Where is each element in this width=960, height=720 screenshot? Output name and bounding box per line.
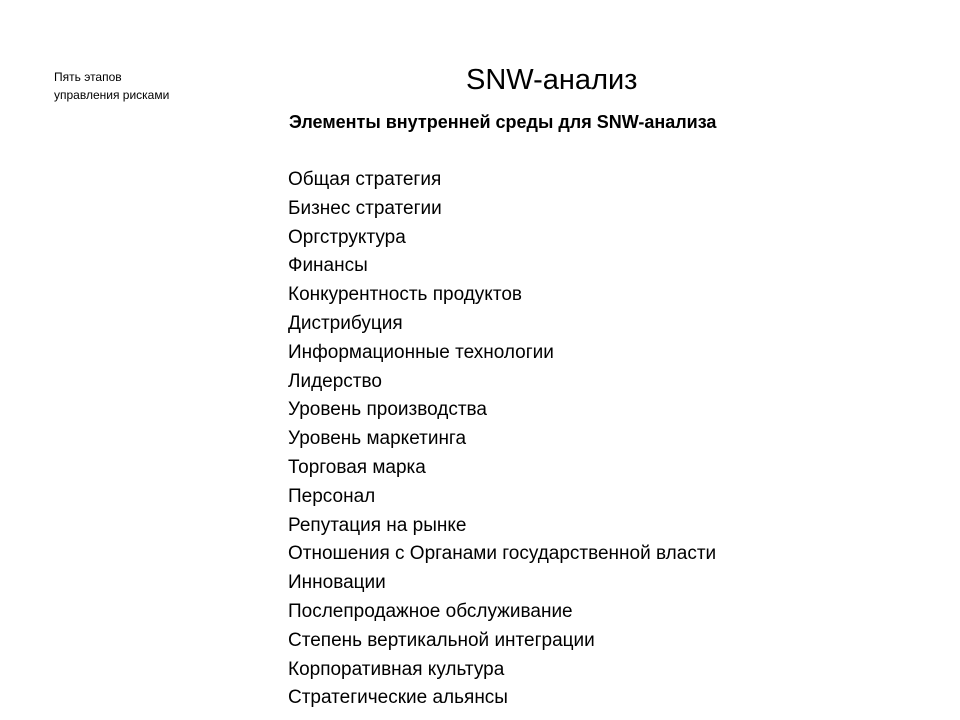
list-item: Инновации [288, 572, 386, 594]
list-item: Уровень маркетинга [288, 428, 467, 450]
section-caption-line-1: Пять этапов [54, 70, 122, 84]
list-item: Финансы [288, 255, 368, 277]
slide-title: SNW-анализ [466, 64, 638, 96]
list-item: Отношения с Органами государственной власти [288, 543, 717, 565]
section-caption-line-2: управления рисками [54, 88, 170, 102]
list-item: Торговая марка [288, 456, 426, 478]
list-item: Конкурентность продуктов [288, 284, 522, 306]
internal-environment-elements-list [288, 166, 716, 713]
list-item: Степень вертикальной интеграции [288, 629, 595, 651]
list-item: Персонал [288, 485, 376, 507]
list-item: Послепродажное обслуживание [288, 600, 573, 622]
list-item: Дистрибуция [288, 312, 403, 334]
list-item: Общая стратегия [288, 169, 442, 190]
list-item: Бизнес стратегии [288, 197, 442, 219]
section-caption [54, 68, 254, 104]
list-item: Корпоративная культура [288, 658, 505, 680]
list-item: Лидерство [288, 370, 382, 392]
list-item: Репутация на рынке [288, 514, 467, 536]
list-item: Уровень производства [288, 399, 487, 421]
list-item: Стратегические альянсы [288, 687, 508, 709]
list-item: Информационные технологии [288, 341, 554, 363]
list-item: Оргструктура [288, 226, 406, 248]
slide-subtitle: Элементы внутренней среды для SNW-анализа [289, 112, 717, 132]
